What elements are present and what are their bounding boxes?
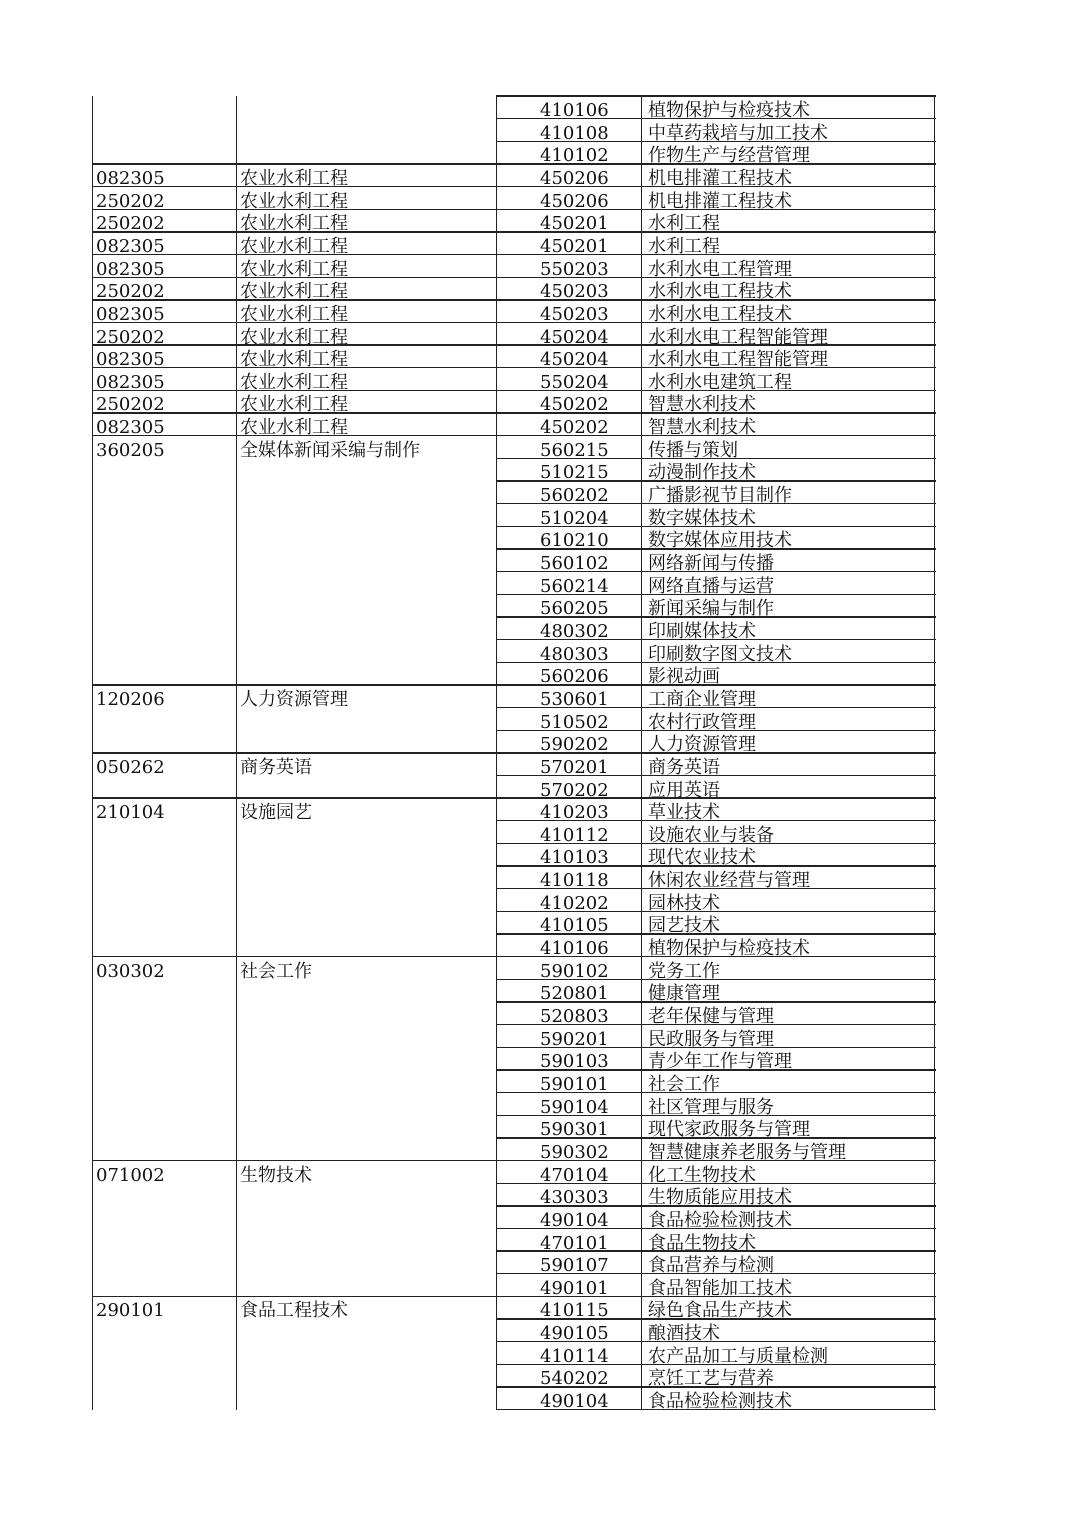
vocational-major-name: 植物保护与检疫技术 bbox=[648, 938, 810, 957]
table-row bbox=[92, 640, 936, 663]
vocational-major-name: 社区管理与服务 bbox=[648, 1096, 774, 1116]
vocational-major-code: 490105 bbox=[540, 1323, 609, 1342]
vocational-major-name: 园艺技术 bbox=[648, 915, 720, 935]
vocational-major-code: 450202 bbox=[540, 394, 609, 414]
vocational-major-code: 560215 bbox=[540, 439, 609, 459]
table-row bbox=[92, 594, 936, 617]
vocational-major-code: 560205 bbox=[540, 598, 609, 617]
vocational-major-code: 410114 bbox=[540, 1345, 609, 1365]
vocational-major-code: 550204 bbox=[540, 371, 609, 391]
vocational-major-name: 设施农业与装备 bbox=[648, 824, 774, 844]
vocational-major-name: 生物质能应用技术 bbox=[648, 1187, 792, 1206]
undergraduate-major-code: 082305 bbox=[96, 167, 165, 187]
vocational-major-code: 540202 bbox=[540, 1368, 609, 1388]
table-row bbox=[92, 458, 936, 481]
vocational-major-code: 590202 bbox=[540, 734, 609, 753]
vocational-major-name: 数字媒体技术 bbox=[648, 507, 756, 527]
vocational-major-code: 450204 bbox=[540, 326, 609, 346]
table-row bbox=[92, 866, 936, 889]
table-row bbox=[92, 821, 936, 844]
vocational-major-name: 工商企业管理 bbox=[648, 688, 756, 708]
vocational-major-name: 化工生物技术 bbox=[648, 1164, 756, 1184]
table-row bbox=[92, 504, 936, 527]
undergraduate-major-name: 农业水利工程 bbox=[240, 281, 348, 300]
undergraduate-major-code: 082305 bbox=[96, 371, 165, 391]
vocational-major-code: 480303 bbox=[540, 643, 609, 663]
table-row bbox=[92, 526, 936, 549]
vocational-major-code: 410106 bbox=[540, 100, 609, 119]
table-row bbox=[92, 549, 936, 572]
vocational-major-code: 590103 bbox=[540, 1051, 609, 1070]
vocational-major-name: 绿色食品生产技术 bbox=[648, 1300, 792, 1320]
vocational-major-code: 590102 bbox=[540, 960, 609, 980]
vocational-major-name: 水利水电工程智能管理 bbox=[648, 326, 828, 346]
vocational-major-name: 机电排灌工程技术 bbox=[648, 167, 792, 187]
table-row bbox=[92, 1047, 936, 1070]
vocational-major-code: 410203 bbox=[540, 802, 609, 821]
vocational-major-name: 水利工程 bbox=[648, 213, 720, 232]
table-row bbox=[92, 1319, 936, 1342]
vocational-major-name: 植物保护与检疫技术 bbox=[648, 100, 810, 119]
vocational-major-name: 机电排灌工程技术 bbox=[648, 190, 792, 210]
undergraduate-major-name: 农业水利工程 bbox=[240, 303, 348, 323]
vocational-major-code: 410103 bbox=[540, 847, 609, 867]
vocational-major-code: 570201 bbox=[540, 756, 609, 776]
vocational-major-code: 520801 bbox=[540, 983, 609, 1002]
vocational-major-code: 450206 bbox=[540, 167, 609, 187]
vocational-major-name: 食品检验检测技术 bbox=[648, 1209, 792, 1229]
vocational-major-name: 应用英语 bbox=[648, 779, 720, 799]
vocational-major-code: 610210 bbox=[540, 530, 609, 549]
vocational-major-code: 520803 bbox=[540, 1006, 609, 1025]
vocational-major-name: 广播影视节目制作 bbox=[648, 485, 792, 504]
undergraduate-major-code: 071002 bbox=[96, 1164, 165, 1184]
vocational-major-code: 590302 bbox=[540, 1141, 609, 1161]
vocational-major-code: 410108 bbox=[540, 122, 609, 142]
undergraduate-major-name: 农业水利工程 bbox=[240, 394, 348, 414]
undergraduate-major-name: 农业水利工程 bbox=[240, 235, 348, 255]
undergraduate-major-name: 农业水利工程 bbox=[240, 326, 348, 346]
undergraduate-major-name: 农业水利工程 bbox=[240, 213, 348, 232]
undergraduate-major-code: 210104 bbox=[96, 802, 165, 821]
vocational-major-name: 动漫制作技术 bbox=[648, 462, 756, 482]
table-row bbox=[92, 662, 936, 685]
table-row bbox=[92, 617, 936, 640]
vocational-major-name: 农村行政管理 bbox=[648, 711, 756, 731]
vocational-major-name: 智慧健康养老服务与管理 bbox=[648, 1141, 846, 1161]
vocational-major-name: 传播与策划 bbox=[648, 439, 738, 459]
undergraduate-major-name: 人力资源管理 bbox=[240, 688, 348, 708]
vocational-major-code: 510204 bbox=[540, 507, 609, 527]
vocational-major-code: 410102 bbox=[540, 145, 609, 164]
vocational-major-code: 410118 bbox=[540, 870, 609, 889]
undergraduate-major-name: 农业水利工程 bbox=[240, 371, 348, 391]
undergraduate-major-code: 030302 bbox=[96, 960, 165, 980]
table-row bbox=[92, 1206, 936, 1229]
vocational-major-code: 560102 bbox=[540, 553, 609, 572]
table-row bbox=[92, 1115, 936, 1138]
vocational-major-name: 印刷数字图文技术 bbox=[648, 643, 792, 663]
vocational-major-code: 490101 bbox=[540, 1277, 609, 1297]
vocational-major-name: 网络新闻与传播 bbox=[648, 553, 774, 572]
vocational-major-code: 430303 bbox=[540, 1187, 609, 1206]
vocational-major-code: 590301 bbox=[540, 1119, 609, 1138]
table-row bbox=[92, 1274, 936, 1297]
table-row bbox=[92, 1183, 936, 1206]
table-row bbox=[92, 1387, 936, 1410]
vocational-major-code: 510215 bbox=[540, 462, 609, 482]
vocational-major-code: 550203 bbox=[540, 258, 609, 278]
vocational-major-name: 社会工作 bbox=[648, 1073, 720, 1093]
vocational-major-code: 410202 bbox=[540, 892, 609, 912]
table-row bbox=[92, 889, 936, 912]
undergraduate-major-name: 农业水利工程 bbox=[240, 258, 348, 278]
table-row bbox=[92, 708, 936, 731]
table-row bbox=[92, 1342, 936, 1365]
undergraduate-major-code: 120206 bbox=[96, 688, 165, 708]
table-row bbox=[92, 1093, 936, 1116]
vocational-major-code: 410115 bbox=[540, 1300, 609, 1320]
table-row bbox=[92, 141, 936, 164]
vocational-major-name: 草业技术 bbox=[648, 802, 720, 821]
table-row bbox=[92, 776, 936, 799]
undergraduate-major-code: 250202 bbox=[96, 326, 165, 346]
vocational-major-name: 烹饪工艺与营养 bbox=[648, 1368, 774, 1388]
undergraduate-major-name: 社会工作 bbox=[240, 960, 312, 980]
vocational-major-name: 作物生产与经营管理 bbox=[648, 145, 810, 164]
table-row bbox=[92, 1002, 936, 1025]
undergraduate-major-name: 设施园艺 bbox=[240, 802, 312, 821]
table-row bbox=[92, 119, 936, 142]
vocational-major-name: 水利水电工程智能管理 bbox=[648, 349, 828, 368]
table-row bbox=[92, 730, 936, 753]
vocational-major-code: 590107 bbox=[540, 1255, 609, 1274]
vocational-major-code: 560214 bbox=[540, 575, 609, 595]
vocational-major-name: 老年保健与管理 bbox=[648, 1006, 774, 1025]
table-row bbox=[92, 934, 936, 957]
vocational-major-name: 青少年工作与管理 bbox=[648, 1051, 792, 1070]
vocational-major-name: 园林技术 bbox=[648, 892, 720, 912]
undergraduate-major-code: 250202 bbox=[96, 190, 165, 210]
vocational-major-name: 智慧水利技术 bbox=[648, 394, 756, 414]
vocational-major-code: 560206 bbox=[540, 666, 609, 685]
vocational-major-code: 530601 bbox=[540, 688, 609, 708]
vocational-major-name: 食品检验检测技术 bbox=[648, 1391, 792, 1410]
undergraduate-major-code: 290101 bbox=[96, 1300, 165, 1320]
vocational-major-code: 450201 bbox=[540, 235, 609, 255]
undergraduate-major-code: 250202 bbox=[96, 213, 165, 232]
vocational-major-code: 450202 bbox=[540, 417, 609, 436]
vocational-major-name: 水利工程 bbox=[648, 235, 720, 255]
vocational-major-name: 酿酒技术 bbox=[648, 1323, 720, 1342]
vocational-major-code: 490104 bbox=[540, 1391, 609, 1410]
table-row bbox=[92, 843, 936, 866]
table-row bbox=[92, 1229, 936, 1252]
vocational-major-code: 560202 bbox=[540, 485, 609, 504]
vocational-major-name: 影视动画 bbox=[648, 666, 720, 685]
undergraduate-major-name: 农业水利工程 bbox=[240, 349, 348, 368]
vocational-major-name: 党务工作 bbox=[648, 960, 720, 980]
vocational-major-code: 410105 bbox=[540, 915, 609, 935]
undergraduate-major-name: 食品工程技术 bbox=[240, 1300, 348, 1320]
undergraduate-major-code: 082305 bbox=[96, 303, 165, 323]
vocational-major-code: 590104 bbox=[540, 1096, 609, 1116]
vocational-major-name: 健康管理 bbox=[648, 983, 720, 1002]
undergraduate-major-name: 全媒体新闻采编与制作 bbox=[240, 439, 420, 459]
vocational-major-name: 网络直播与运营 bbox=[648, 575, 774, 595]
vocational-major-code: 570202 bbox=[540, 779, 609, 799]
vocational-major-name: 中草药栽培与加工技术 bbox=[648, 122, 828, 142]
vocational-major-name: 现代家政服务与管理 bbox=[648, 1119, 810, 1138]
vocational-major-name: 现代农业技术 bbox=[648, 847, 756, 867]
vocational-major-code: 510502 bbox=[540, 711, 609, 731]
vocational-major-name: 食品生物技术 bbox=[648, 1232, 756, 1252]
undergraduate-major-code: 250202 bbox=[96, 281, 165, 300]
vocational-major-name: 商务英语 bbox=[648, 756, 720, 776]
undergraduate-major-code bbox=[96, 96, 236, 119]
vocational-major-code: 590201 bbox=[540, 1028, 609, 1048]
vocational-major-code: 480302 bbox=[540, 620, 609, 640]
vocational-major-code: 470101 bbox=[540, 1232, 609, 1252]
undergraduate-major-name: 商务英语 bbox=[240, 756, 312, 776]
table-row bbox=[92, 1138, 936, 1161]
vocational-major-code: 410106 bbox=[540, 938, 609, 957]
vocational-major-name: 食品营养与检测 bbox=[648, 1255, 774, 1274]
vocational-major-name: 民政服务与管理 bbox=[648, 1028, 774, 1048]
table-row bbox=[92, 481, 936, 504]
table-row bbox=[92, 1364, 936, 1387]
vocational-major-code: 450203 bbox=[540, 281, 609, 300]
undergraduate-major-name: 生物技术 bbox=[240, 1164, 312, 1184]
table-row bbox=[92, 1070, 936, 1093]
vocational-major-code: 450206 bbox=[540, 190, 609, 210]
vocational-major-name: 食品智能加工技术 bbox=[648, 1277, 792, 1297]
undergraduate-major-name: 农业水利工程 bbox=[240, 417, 348, 436]
vocational-major-code: 450204 bbox=[540, 349, 609, 368]
vocational-major-name: 水利水电工程技术 bbox=[648, 281, 792, 300]
vocational-major-code: 450203 bbox=[540, 303, 609, 323]
undergraduate-major-code: 360205 bbox=[96, 439, 165, 459]
table-row bbox=[92, 1251, 936, 1274]
undergraduate-major-code: 082305 bbox=[96, 258, 165, 278]
table-row bbox=[92, 572, 936, 595]
vocational-major-name: 水利水电工程技术 bbox=[648, 303, 792, 323]
vocational-major-name: 人力资源管理 bbox=[648, 734, 756, 753]
vocational-major-name: 数字媒体应用技术 bbox=[648, 530, 792, 549]
undergraduate-major-name: 农业水利工程 bbox=[240, 190, 348, 210]
vocational-major-code: 450201 bbox=[540, 213, 609, 232]
vocational-major-code: 410112 bbox=[540, 824, 609, 844]
vocational-major-name: 休闲农业经营与管理 bbox=[648, 870, 810, 889]
undergraduate-major-name: 农业水利工程 bbox=[240, 167, 348, 187]
table-row bbox=[92, 911, 936, 934]
vocational-major-code: 590101 bbox=[540, 1073, 609, 1093]
vocational-major-code: 470104 bbox=[540, 1164, 609, 1184]
table-row bbox=[92, 979, 936, 1002]
vocational-major-name: 水利水电建筑工程 bbox=[648, 371, 792, 391]
undergraduate-major-code: 082305 bbox=[96, 235, 165, 255]
table-row bbox=[92, 1025, 936, 1048]
undergraduate-major-code: 082305 bbox=[96, 349, 165, 368]
undergraduate-major-code: 082305 bbox=[96, 417, 165, 436]
vocational-major-name: 智慧水利技术 bbox=[648, 417, 756, 436]
undergraduate-major-name bbox=[240, 96, 495, 119]
vocational-major-name: 农产品加工与质量检测 bbox=[648, 1345, 828, 1365]
undergraduate-major-code: 250202 bbox=[96, 394, 165, 414]
vocational-major-name: 水利水电工程管理 bbox=[648, 258, 792, 278]
vocational-major-name: 印刷媒体技术 bbox=[648, 620, 756, 640]
undergraduate-major-code: 050262 bbox=[96, 756, 165, 776]
vocational-major-name: 新闻采编与制作 bbox=[648, 598, 774, 617]
vocational-major-code: 490104 bbox=[540, 1209, 609, 1229]
